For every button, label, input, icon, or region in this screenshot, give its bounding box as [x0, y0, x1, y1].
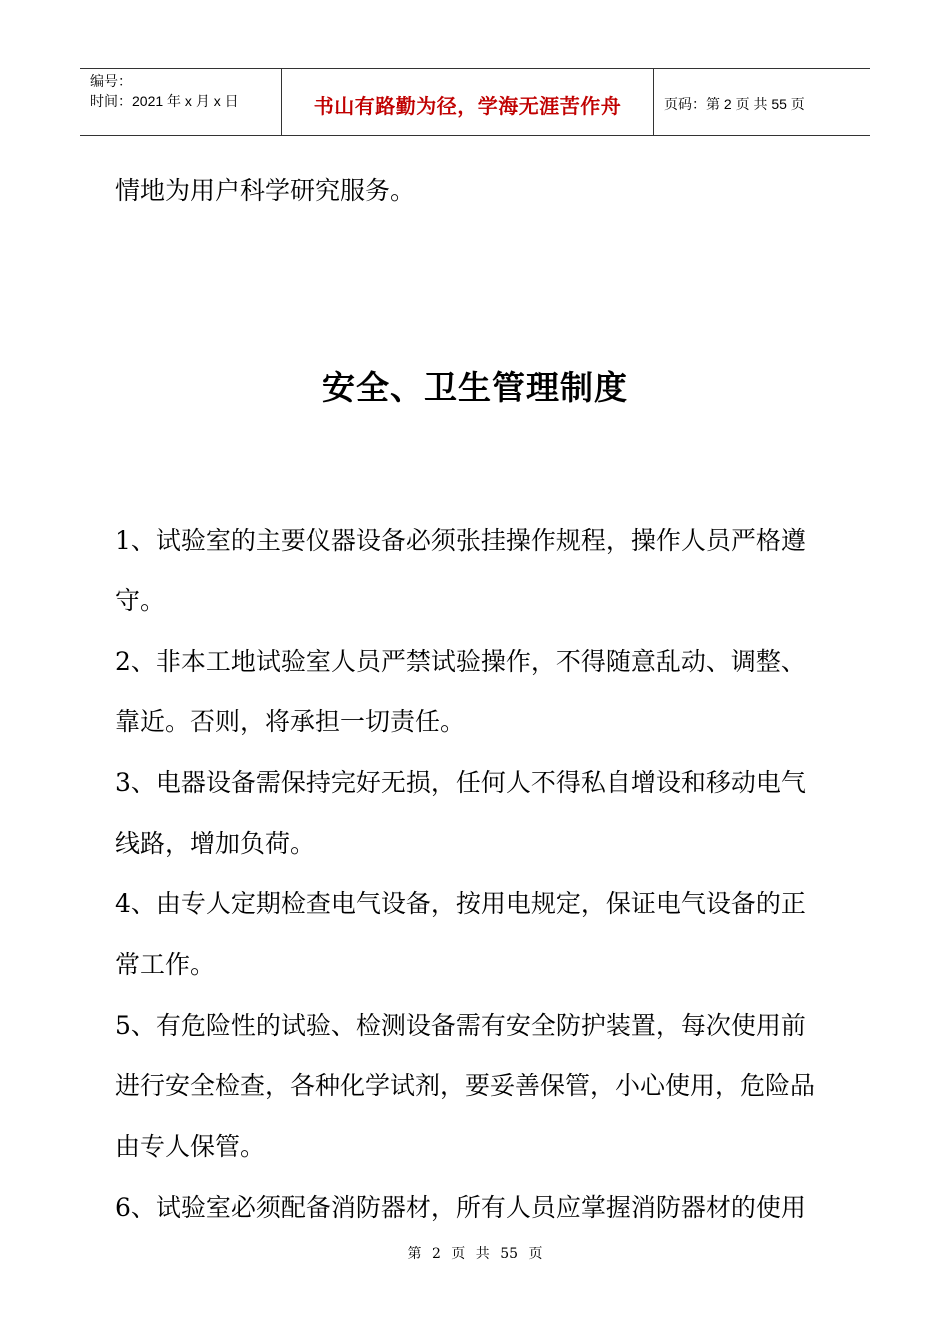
document-title: 安全、卫生管理制度	[322, 368, 628, 407]
paragraph-line: 守。	[115, 586, 166, 615]
paragraph-line: 1、试验室的主要仪器设备必须张挂操作规程，操作人员严格遵	[115, 526, 806, 555]
paragraph-line: 进行安全检查，各种化学试剂，要妥善保管，小心使用，危险品	[115, 1071, 816, 1100]
paragraph-line: 由专人保管。	[115, 1132, 266, 1161]
page-footer: 第 2 页 共 55 页	[407, 1246, 543, 1262]
page-header	[80, 68, 870, 136]
header-number-label: 编号：	[90, 73, 132, 89]
paragraph-line: 4、由专人定期检查电气设备，按用电规定，保证电气设备的正	[115, 889, 806, 918]
paragraph-line: 靠近。否则，将承担一切责任。	[115, 707, 466, 736]
paragraph-line: 2、非本工地试验室人员严禁试验操作，不得随意乱动、调整、	[115, 647, 806, 676]
header-motto: 书山有路勤为径，学海无涯苦作舟	[282, 69, 654, 135]
paragraph-line: 线路，增加负荷。	[115, 829, 316, 858]
paragraph-line: 3、电器设备需保持完好无损，任何人不得私自增设和移动电气	[115, 768, 806, 797]
header-meta-cell	[80, 69, 282, 135]
paragraph-line: 6、试验室必须配备消防器材，所有人员应掌握消防器材的使用	[115, 1193, 806, 1222]
paragraph-line: 5、有危险性的试验、检测设备需有安全防护装置，每次使用前	[115, 1011, 806, 1040]
paragraph-line: 常工作。	[115, 950, 216, 979]
header-time-label: 时间：2021 年 x 月 x 日	[90, 93, 239, 109]
header-page-info: 页码：第 2 页 共 55 页	[664, 96, 805, 112]
continued-paragraph-line: 情地为用户科学研究服务。	[115, 176, 416, 205]
